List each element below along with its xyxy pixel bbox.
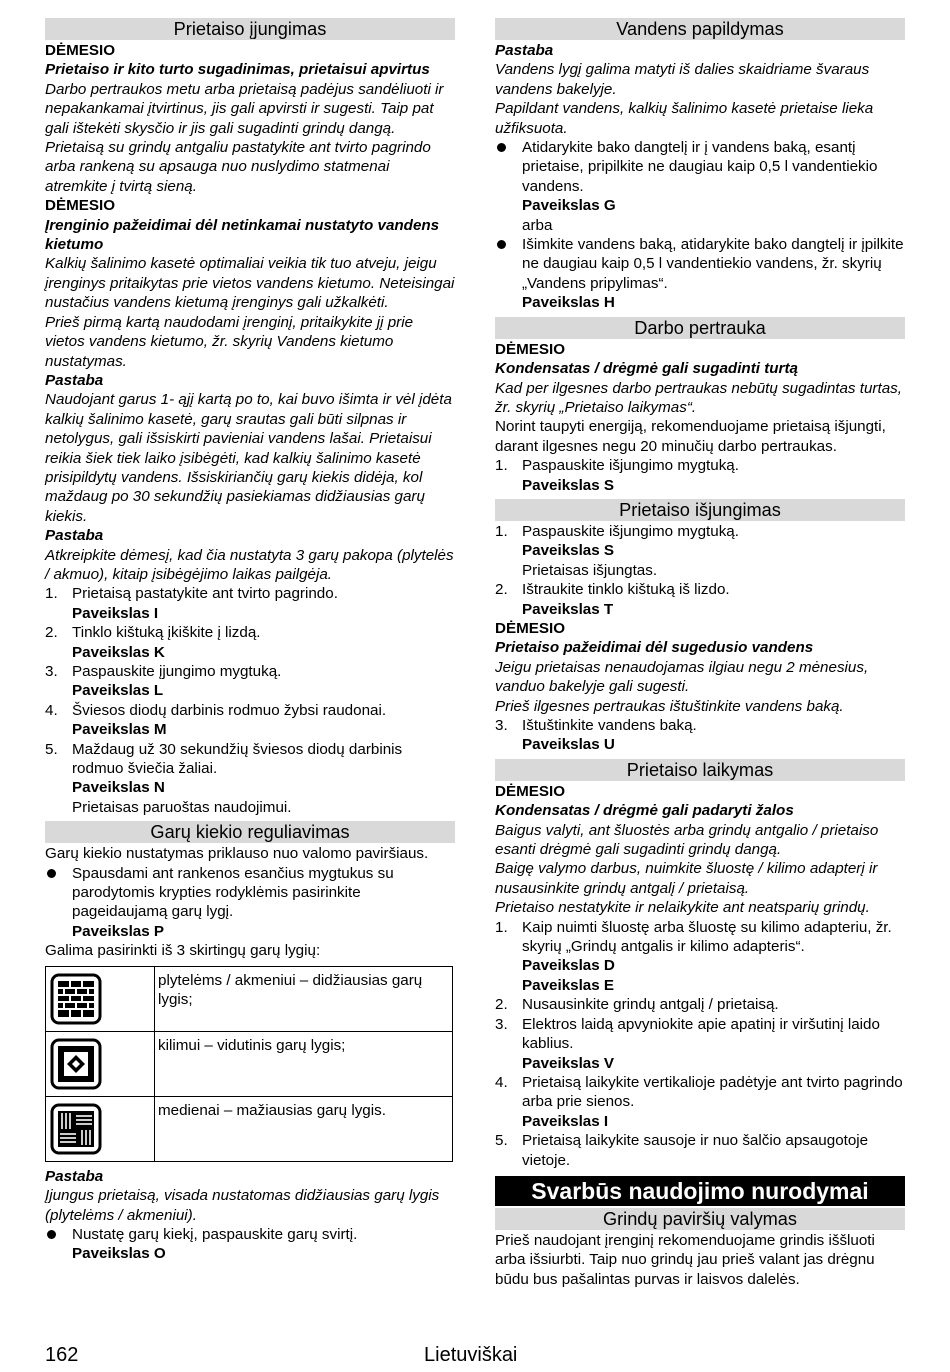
- section-heading-switch-on: Prietaiso įjungimas: [45, 18, 455, 40]
- bullet-icon: [497, 143, 506, 152]
- figure-ref: Paveikslas S: [522, 542, 615, 560]
- bullet-icon: [497, 240, 506, 249]
- note-text: Atkreipkite dėmesį, kad čia nustatyta 3 garų pakopa (plytelės / akmuo), kitaip įsibėgėjimo laikas pailgėja.: [45, 546, 454, 583]
- table-row: [46, 1031, 453, 1096]
- note-label: Pastaba: [495, 42, 554, 59]
- figure-ref: Paveikslas K: [72, 643, 165, 661]
- note-text: Įjungus prietaisą, visada nustatomas didžiausias garų lygis (plytelėms / akmeniui).: [45, 1187, 440, 1224]
- section-heading-break: Darbo pertrauka: [495, 317, 905, 339]
- warning-label: DĖMESIO: [495, 619, 566, 637]
- figure-ref: Paveikslas M: [72, 721, 167, 739]
- warning-title: Prietaiso pažeidimai dėl sugedusio vandens: [495, 639, 814, 657]
- paragraph: Prieš naudojant įrenginį rekomenduojame grindis iššluoti arba išsiurbti. Taip nuo grindų jau prieš valant jas drėgnu būdu bus pašalintas purvas ir laisvos dalelės.: [495, 1231, 875, 1288]
- figure-ref: Paveikslas P: [72, 922, 165, 940]
- warning-label: DĖMESIO: [45, 197, 116, 215]
- bullet-icon: [47, 869, 56, 878]
- list-item: 4. Šviesos diodų darbinis rodmuo žybsi raudonai.: [45, 701, 387, 719]
- figure-ref: Paveikslas N: [72, 779, 165, 797]
- section-heading-switch-off: Prietaiso išjungimas: [495, 499, 905, 521]
- bullet-item: Nustatę garų kiekį, paspauskite garų svirtį.: [45, 1225, 455, 1244]
- figure-ref: Paveikslas G: [522, 197, 616, 215]
- chapter-heading: Svarbūs naudojimo nurodymai: [495, 1176, 905, 1206]
- warning-text: Kad per ilgesnes darbo pertraukas nebūtų sugadintas turtas, žr. skyrių „Prietaiso laikymas“.: [495, 379, 902, 416]
- bullet-item: Spausdami ant rankenos esančius mygtukus su parodytomis krypties rodyklėmis pasirinkite pageidaujamą garų lygį.: [45, 864, 455, 922]
- list-item: 1. Paspauskite išjungimo mygtuką.: [495, 457, 739, 475]
- bullet-item: Atidarykite bako dangtelį ir į vandens baką, esantį prietaise, pripilkite ne daugiau kaip 0,5 l vandentiekio vandens.: [495, 138, 905, 196]
- warning-text: Jeigu prietaisas nenaudojamas ilgiau negu 2 mėnesius, vanduo bakelyje gali sugesti.: [495, 658, 869, 696]
- section-heading-steam-control: Garų kiekio reguliavimas: [45, 821, 455, 843]
- list-item: 5. Prietaisą laikykite sausoje ir nuo šalčio apsaugotoje vietoje.: [495, 1132, 869, 1169]
- list-item: 1. Prietaisą pastatykite ant tvirto pagrindo.: [45, 585, 338, 603]
- section-heading-refill: Vandens papildymas: [495, 18, 905, 40]
- list-item: 3. Elektros laidą apvyniokite apie apatinį ir viršutinį laido kablius.: [495, 1015, 880, 1053]
- figure-ref: Paveikslas V: [522, 1054, 615, 1072]
- paragraph: Norint taupyti energiją, rekomenduojame prietaisą išjungti, darant ilgesnes negu 20 minučių darbo pertraukas.: [495, 418, 886, 455]
- figure-ref: Paveikslas H: [522, 294, 615, 312]
- list-item: 1. Paspauskite išjungimo mygtuką.: [495, 522, 739, 540]
- wood-icon: [50, 1103, 102, 1155]
- warning-text: Kalkių šalinimo kasetė optimaliai veikia tik tuo atveju, jeigu įrenginys pritaikytas prie vietos vandens kietumo. Neteisingai nustačius vandens kietumą įrenginys gali užkalkėti.: [45, 255, 455, 312]
- list-item: 2. Tinklo kištuką įkiškite į lizdą.: [45, 624, 261, 642]
- warning-title: Kondensatas / drėgmė gali padaryti žalos: [495, 802, 794, 820]
- warning-text: Prietaiso nestatykite ir nelaikykite ant neatsparių grindų.: [495, 899, 870, 917]
- right-column: [495, 18, 905, 1289]
- note-text: Naudojant garus 1- ąjį kartą po to, kai buvo išimta ir vėl įdėta kalkių šalinimo kasetė, garų srautas gali būti silpnas ir netolygus, gali išsiskirti pavieniai vandens lašai. Prietaisui reikia šiek tiek laiko įsibėgėti, kad kalkių šalinimo kasetė prisipildytų vandens. Išsiskiriančių garų kiekis didėja, kol maždaug po 30 sekundžių pasiekiamas didžiausias garų kiekis.: [45, 391, 452, 525]
- carpet-icon: [50, 1038, 102, 1090]
- footer-language: Lietuviškai: [424, 1344, 518, 1366]
- figure-ref: Paveikslas I: [72, 604, 159, 622]
- figure-ref: Paveikslas O: [72, 1245, 166, 1263]
- warning-text: Baigę valymo darbus, nuimkite šluostę / kilimo adapterį ir nusausinkite grindų antgalį / prietaisą.: [495, 860, 878, 897]
- warning-text: Baigus valyti, ant šluostės arba grindų antgalio / prietaiso esanti drėgmė gali sugadinti grindų dangą.: [495, 821, 879, 859]
- note-label: Pastaba: [45, 1167, 104, 1185]
- list-item: 5. Maždaug už 30 sekundžių šviesos diodų darbinis rodmuo šviečia žaliai.: [45, 740, 403, 778]
- steam-level-table: [45, 966, 453, 1162]
- section-heading-storage: Prietaiso laikymas: [495, 759, 905, 781]
- steam-level-text: medienai – mažiausias garų lygis.: [155, 1096, 453, 1161]
- warning-title: Prietaiso ir kito turto sugadinimas, prietaisui apvirtus: [45, 61, 430, 79]
- warning-text: Prietaisą su grindų antgaliu pastatykite ant tvirto pagrindo arba rankeną su apsauga nuo nuslydimo statmenai atremkite į tvirtą sieną.: [45, 139, 431, 195]
- section-heading-floor-cleaning: Grindų paviršių valymas: [495, 1208, 905, 1230]
- page-number: 162: [45, 1344, 79, 1366]
- warning-label: DĖMESIO: [495, 782, 566, 800]
- list-item: 3. Paspauskite įjungimo mygtuką.: [45, 663, 282, 680]
- figure-ref: Paveikslas U: [522, 736, 615, 754]
- note-label: Pastaba: [45, 527, 104, 545]
- steam-level-text: kilimui – vidutinis garų lygis;: [155, 1031, 453, 1096]
- figure-ref: Paveikslas D: [522, 957, 615, 975]
- note-label: Pastaba: [45, 371, 104, 389]
- bullet-icon: [47, 1230, 56, 1239]
- left-column: [45, 18, 455, 1264]
- result-text: Prietaisas išjungtas.: [522, 561, 658, 579]
- paragraph: Galima pasirinkti iš 3 skirtingų garų lygių:: [45, 942, 321, 960]
- figure-ref: Paveikslas E: [522, 976, 615, 994]
- warning-text: Prieš pirmą kartą naudodami įrenginį, pritaikykite jį prie vietos vandens kietumo, žr. skyrių Vandens kietumo nustatymas.: [45, 313, 414, 370]
- figure-ref: Paveikslas T: [522, 600, 614, 618]
- warning-text: Prieš ilgesnes pertraukas ištuštinkite vandens baką.: [495, 697, 844, 715]
- list-item: 2. Ištraukite tinklo kištuką iš lizdo.: [495, 581, 730, 599]
- note-text: Vandens lygį galima matyti iš dalies skaidriame švaraus vandens bakelyje.: [495, 61, 870, 98]
- warning-text: Darbo pertraukos metu arba prietaisą padėjus sandėliuoti ir nepakankamai įtvirtinus, jis gali apvirsti ir sugesti. Taip pat gali ištekėti skysčio ir jis gali sugadinti grindų dangą.: [45, 80, 444, 137]
- list-item: 2. Nusausinkite grindų antgalį / prietaisą.: [495, 996, 779, 1014]
- result-text: Prietaisas paruoštas naudojimui.: [72, 798, 292, 816]
- figure-ref: Paveikslas I: [522, 1112, 609, 1130]
- or-text: arba: [522, 216, 553, 234]
- bullet-item: Išimkite vandens baką, atidarykite bako dangtelį ir įpilkite ne daugiau kaip 0,5 l vandentiekio vandens, žr. skyrių „Vandens pripylimas“.: [495, 235, 905, 293]
- figure-ref: Paveikslas S: [522, 476, 615, 494]
- figure-ref: Paveikslas L: [72, 682, 164, 700]
- warning-label: DĖMESIO: [45, 42, 116, 59]
- list-item: 3. Ištuštinkite vandens baką.: [495, 717, 697, 734]
- note-text: Papildant vandens, kalkių šalinimo kasetė prietaise lieka užfiksuota.: [495, 100, 874, 137]
- list-item: 4. Prietaisą laikykite vertikalioje padėtyje ant tvirto pagrindo arba prie sienos.: [495, 1073, 903, 1111]
- tiles-stone-icon: [50, 973, 102, 1025]
- list-item: 1. Kaip nuimti šluostę arba šluostę su kilimo adapteriu, žr. skyrių „Grindų antgalis ir kilimo adapteris“.: [495, 918, 892, 956]
- steam-level-text: plytelėms / akmeniui – didžiausias garų lygis;: [155, 966, 453, 1031]
- warning-title: Kondensatas / drėgmė gali sugadinti turtą: [495, 360, 798, 378]
- paragraph: Garų kiekio nustatymas priklauso nuo valomo paviršiaus.: [45, 845, 429, 863]
- table-row: [46, 1096, 453, 1161]
- table-row: [46, 966, 453, 1031]
- warning-label: DĖMESIO: [495, 340, 566, 358]
- warning-title: Įrenginio pažeidimai dėl netinkamai nustatyto vandens kietumo: [45, 216, 440, 254]
